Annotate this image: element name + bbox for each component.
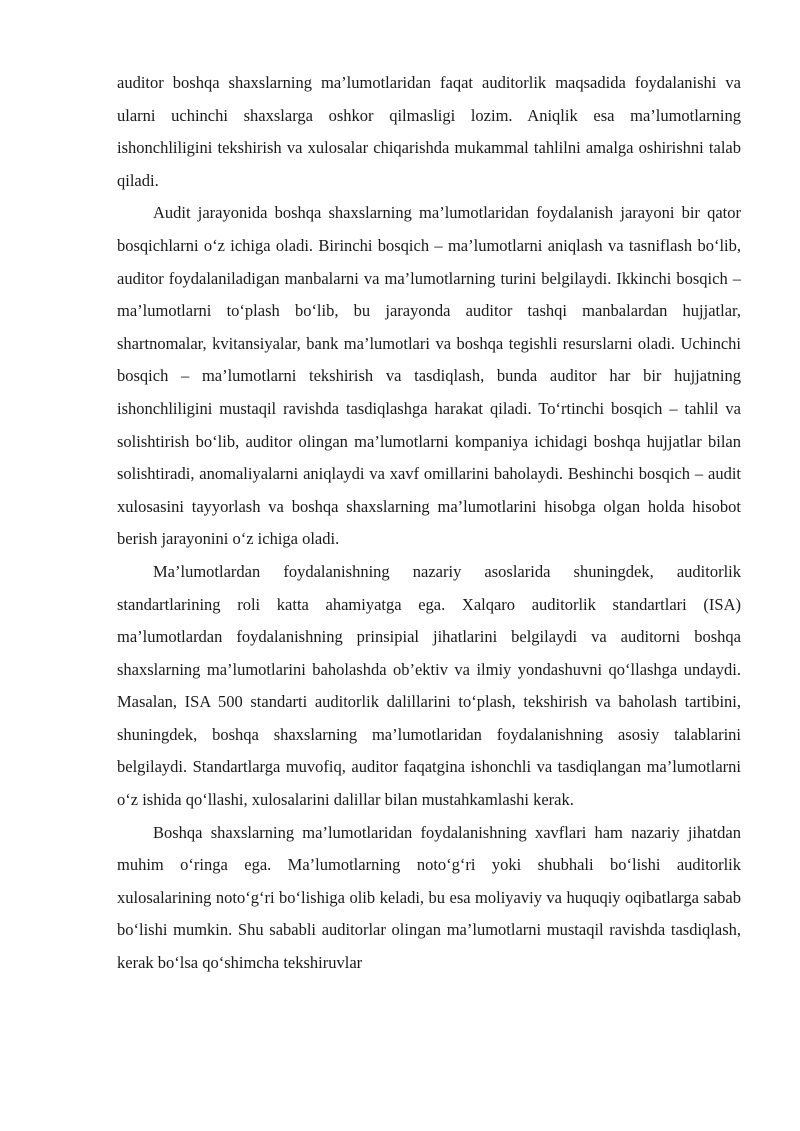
body-text xyxy=(117,67,741,980)
paragraph-audit-stages: Audit jarayonida boshqa shaxslarning ma’lumotlaridan foydalanish jarayoni bir qator bosqichlarni o‘z ichiga oladi. Birinchi bosqich – ma’lumotlarni aniqlash va tasniflash bo‘lib, auditor foydalaniladigan manbalarni va ma’lumotlarning turini belgilaydi. Ikkinchi bosqich – ma’lumotlarni to‘plash bo‘lib, bu jarayonda auditor tashqi manbalardan hujjatlar, shartnomalar, kvitansiyalar, bank ma’lumotlari va boshqa tegishli resurslarni oladi. Uchinchi bosqich – ma’lumotlarni tekshirish va tasdiqlash, bunda auditor har bir hujjatning ishonchliligini mustaqil ravishda tasdiqlashga harakat qiladi. To‘rtinchi bosqich – tahlil va solishtirish bo‘lib, auditor olingan ma’lumotlarni kompaniya ichidagi boshqa hujjatlar bilan solishtiradi, anomaliyalarni aniqlaydi va xavf omillarini baholaydi. Beshinchi bosqich – audit xulosasini tayyorlash va boshqa shaxslarning ma’lumotlarini hisobga olgan holda hisobot berish jarayonini o‘z ichiga oladi. xyxy=(117,203,741,549)
paragraph-information-risks: Boshqa shaxslarning ma’lumotlaridan foydalanishning xavflari ham nazariy jihatdan muhim o‘ringa ega. Ma’lumotlarning noto‘g‘ri yoki shubhali bo‘lishi auditorlik xulosalarining noto‘g‘ri bo‘lishiga olib keladi, bu esa moliyaviy va huquqiy oqibatlarga sabab bo‘lishi mumkin. Shu sababli auditorlar olingan ma’lumotlarni mustaqil ravishda tasdiqlash, kerak bo‘lsa qo‘shimcha tekshiruvlar xyxy=(117,822,741,973)
paragraph-auditing-standards: Ma’lumotlardan foydalanishning nazariy asoslarida shuningdek, auditorlik standartlarining roli katta ahamiyatga ega. Xalqaro auditorlik standartlari (ISA) ma’lumotlardan foydalanishning prinsipial jihatlarini belgilaydi va auditorni boshqa shaxslarning ma’lumotlarini baholashda ob’ektiv va ilmiy yondashuvni qo‘llashga undaydi. Masalan, ISA 500 standarti auditorlik dalillarini to‘plash, tekshirish va baholash tartibini, shuningdek, boshqa shaxslarning ma’lumotlaridan foydalanishning asosiy talablarini belgilaydi. Standartlarga muvofiq, auditor faqatgina ishonchli va tasdiqlangan ma’lumotlarni o‘z ishida qo‘llashi, xulosalarini dalillar bilan mustahkamlashi kerak. xyxy=(117,561,741,810)
paragraph-continuation: auditor boshqa shaxslarning ma’lumotlaridan faqat auditorlik maqsadida foydalanishi va ularni uchinchi shaxslarga oshkor qilmasligi lozim. Aniqlik esa ma’lumotlarning ishonchliligini tekshirish va xulosalar chiqarishda mukammal tahlilni amalga oshirishni talab qiladi. xyxy=(117,73,741,190)
